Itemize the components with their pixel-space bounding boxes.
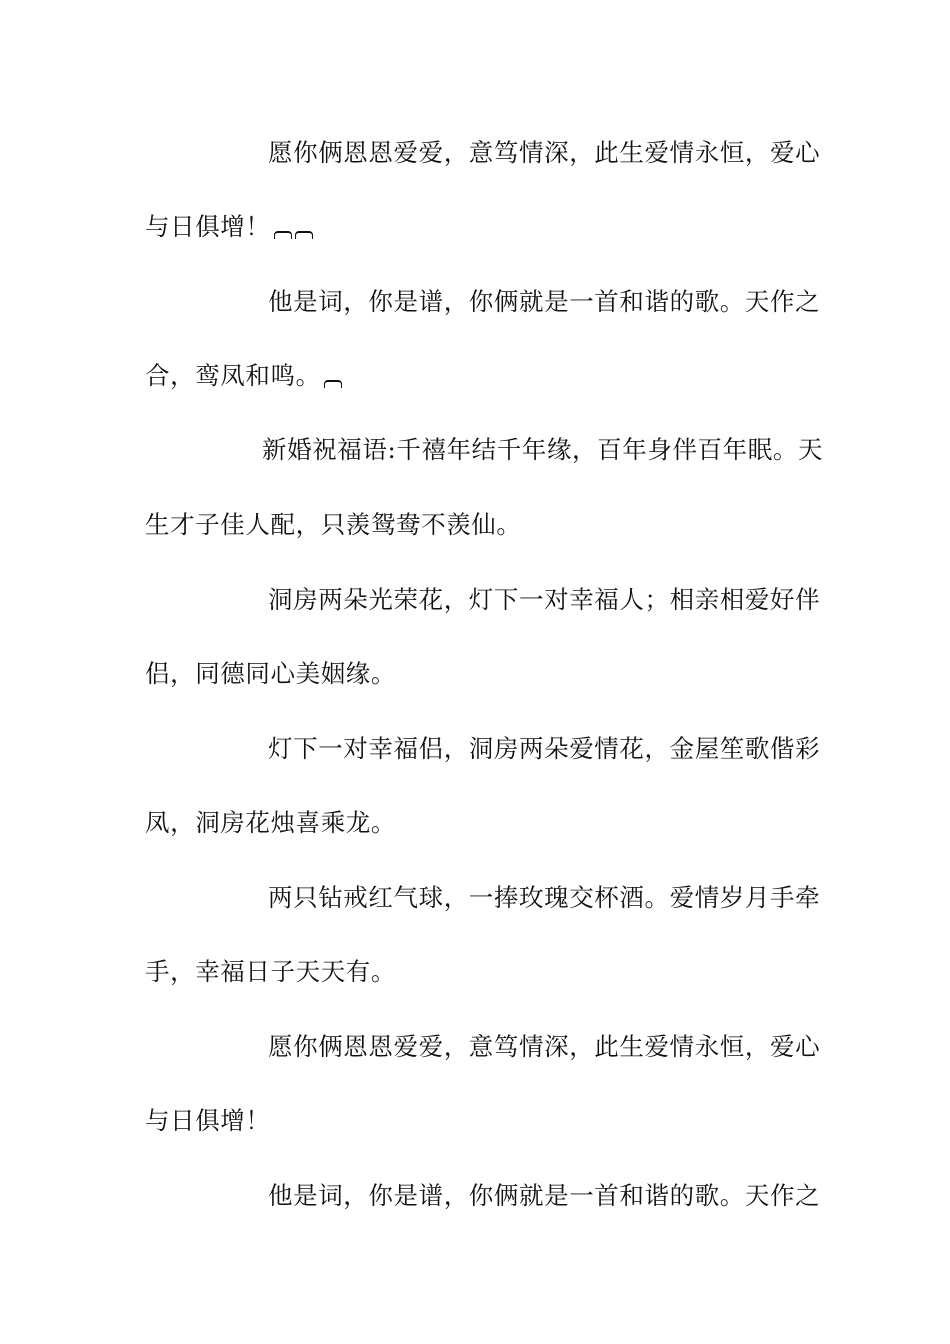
paragraph-4-line-2: 侣，同德同心美姻缘。 [145, 659, 396, 688]
paragraph-4-line-1: 洞房两朵光荣花，灯下一对幸福人；相亲相爱好伴 [268, 585, 821, 614]
paragraph-5-line-1: 灯下一对幸福侣，洞房两朵爱情花，金屋笙歌偕彩 [268, 734, 821, 763]
paragraph-7-line-1: 愿你俩恩恩爱爱，意笃情深，此生爱情永恒，爱心 [268, 1032, 821, 1061]
paragraph-8-line-1: 他是词，你是谱，你俩就是一首和谐的歌。天作之 [268, 1181, 821, 1210]
paragraph-1-line-2-text: 与日俱增！ [145, 212, 271, 241]
paragraph-5-line-2: 凤，洞房花烛喜乘龙。 [145, 808, 396, 837]
paragraph-2-line-2-text: 合，鸾凤和鸣。 [145, 361, 321, 390]
paragraph-1-line-1: 愿你俩恩恩爱爱，意笃情深，此生爱情永恒，爱心 [268, 138, 821, 167]
insertion-mark-icon [295, 231, 313, 239]
paragraph-7-line-2: 与日俱增！ [145, 1106, 271, 1135]
paragraph-3-line-1: 新婚祝福语:千禧年结千年缘，百年身伴百年眠。天 [262, 435, 824, 464]
paragraph-6-line-2: 手，幸福日子天天有。 [145, 957, 396, 986]
insertion-mark-icon [324, 380, 342, 388]
paragraph-3-line-2: 生才子佳人配，只羡鸳鸯不羡仙。 [145, 510, 522, 539]
paragraph-1-line-2 [145, 212, 810, 242]
paragraph-2-line-1: 他是词，你是谱，你俩就是一首和谐的歌。天作之 [268, 287, 821, 316]
paragraph-2-line-2 [145, 361, 810, 391]
insertion-mark-icon [274, 231, 292, 239]
paragraph-6-line-1: 两只钻戒红气球，一捧玫瑰交杯酒。爱情岁月手牵 [268, 883, 821, 912]
